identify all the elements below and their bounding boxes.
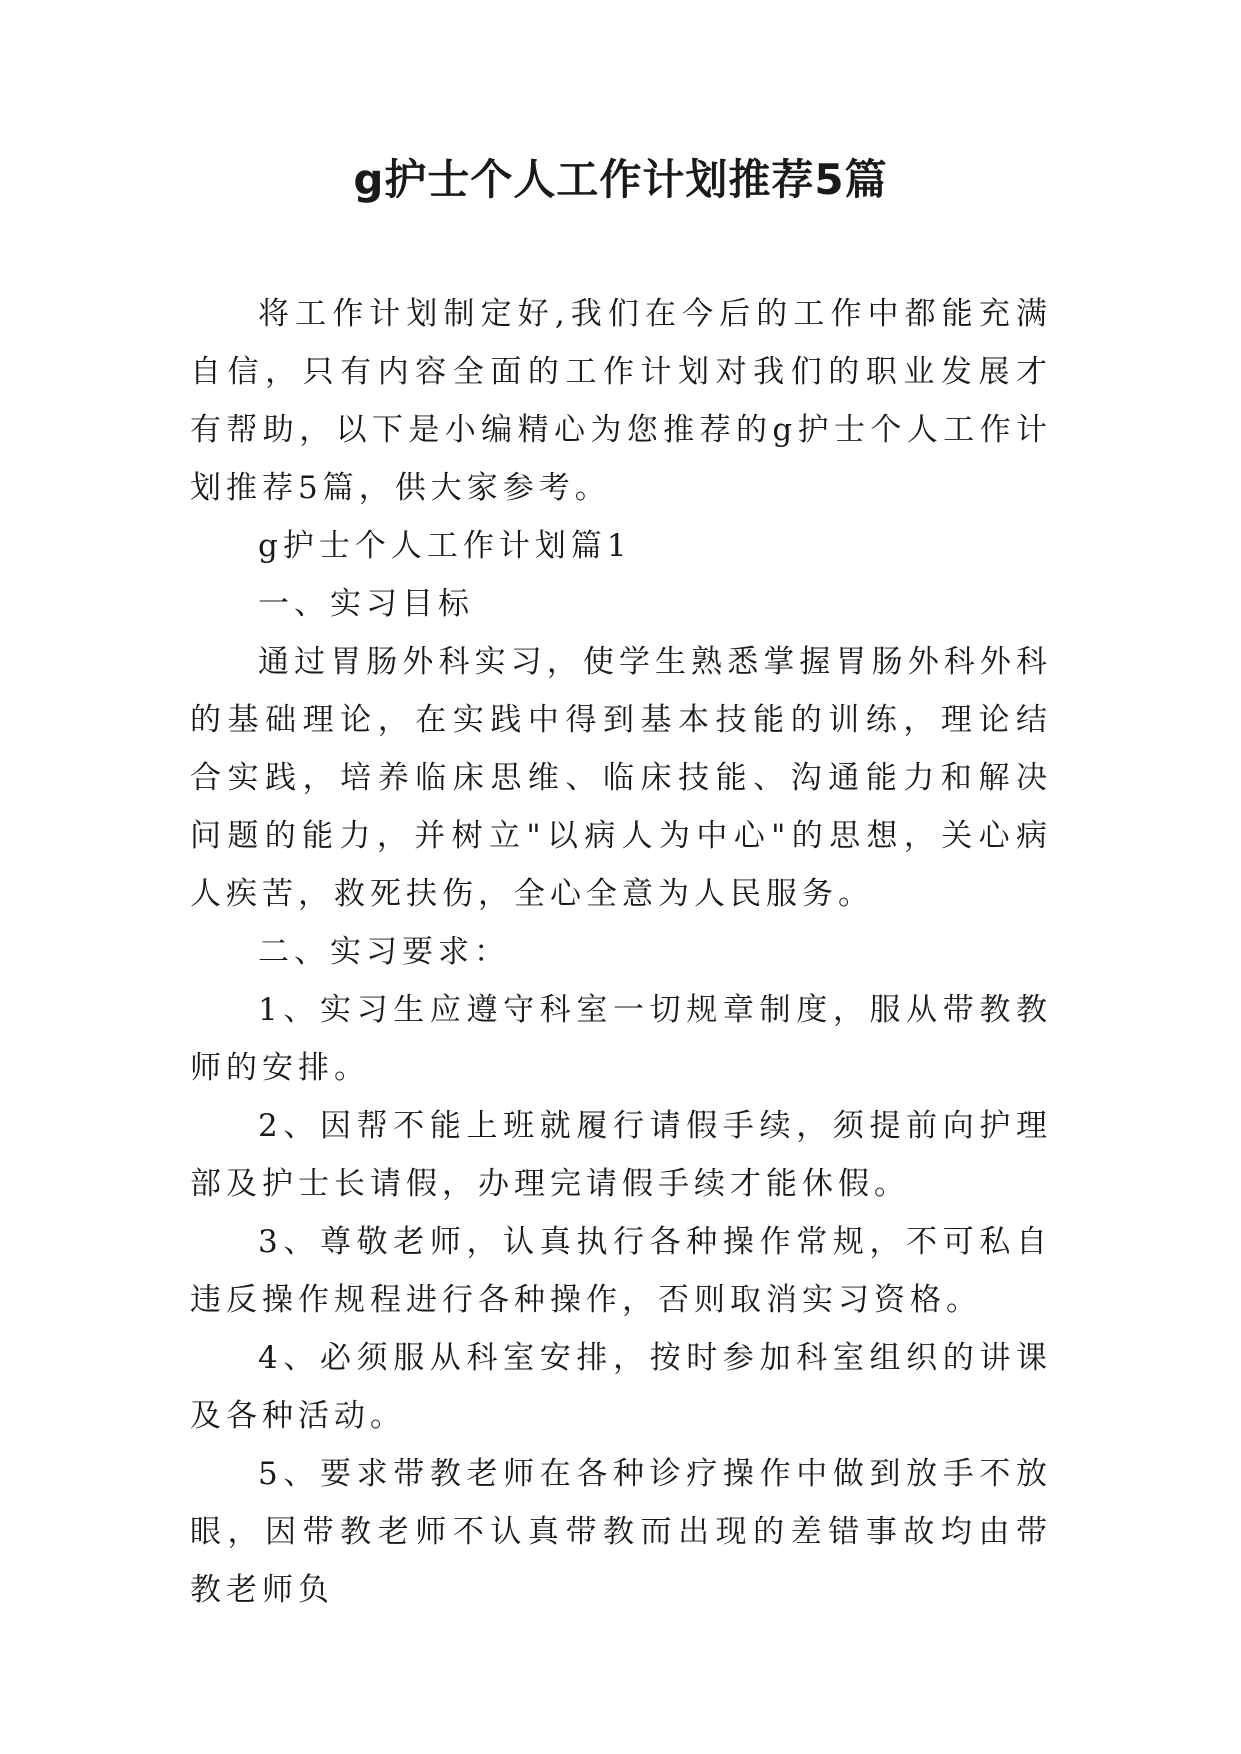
requirement-item-4: 4、必须服从科室安排，按时参加科室组织的讲课及各种活动。	[190, 1340, 1052, 1434]
subheading-requirements: 二、实习要求：	[258, 934, 510, 970]
requirement-item-2: 2、因帮不能上班就履行请假手续，须提前向护理部及护士长请假，办理完请假手续才能休假。	[190, 1108, 1052, 1202]
intro-paragraph: 将工作计划制定好,我们在今后的工作中都能充满自信，只有内容全面的工作计划对我们的职业发展才有帮助，以下是小编精心为您推荐的g护士个人工作计划推荐5篇，供大家参考。	[190, 296, 1052, 506]
document-body	[190, 285, 1052, 1619]
subheading-goals: 一、实习目标	[258, 586, 474, 622]
section-heading: g护士个人工作计划篇1	[258, 528, 632, 564]
requirement-item-5: 5、要求带教老师在各种诊疗操作中做到放手不放眼，因带教老师不认真带教而出现的差错事故均由带教老师负	[190, 1456, 1052, 1608]
requirement-item-3: 3、尊敬老师，认真执行各种操作常规，不可私自违反操作规程进行各种操作，否则取消实习资格。	[190, 1224, 1052, 1318]
document-title: g护士个人工作计划推荐5篇	[353, 155, 888, 204]
goals-paragraph: 通过胃肠外科实习，使学生熟悉掌握胃肠外科外科的基础理论，在实践中得到基本技能的训练，理论结合实践，培养临床思维、临床技能、沟通能力和解决问题的能力，并树立"以病人为中心"的思想，关心病人疾苦，救死扶伤，全心全意为人民服务。	[190, 644, 1052, 912]
requirement-item-1: 1、实习生应遵守科室一切规章制度，服从带教教师的安排。	[190, 992, 1052, 1086]
